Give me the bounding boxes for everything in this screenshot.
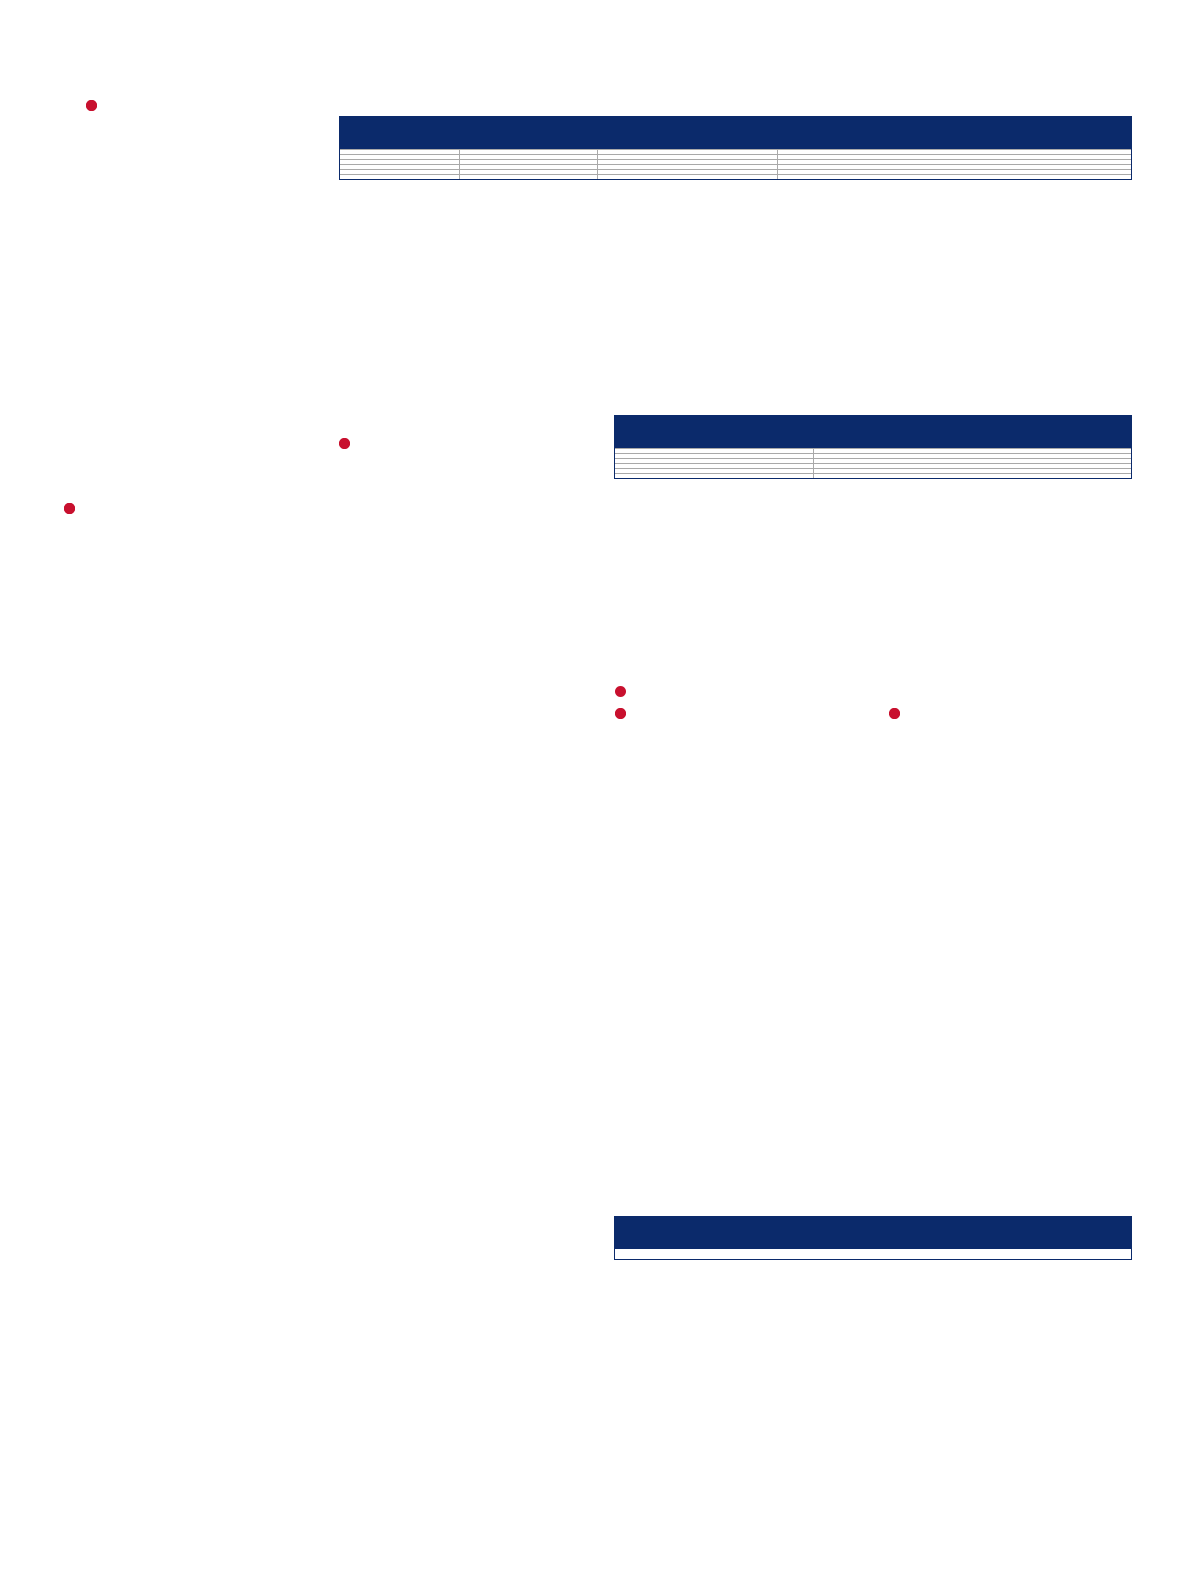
col2-text: [338, 410, 588, 432]
table-cell: [615, 474, 813, 479]
table-cell: [340, 175, 459, 180]
table-row: [340, 175, 1131, 180]
box1-title: [615, 1217, 1131, 1249]
footer-left: [63, 1514, 79, 1531]
table-cell: [597, 175, 777, 180]
table2-title: [340, 117, 1131, 149]
table-cell: [459, 175, 597, 180]
col4-text: [888, 680, 1133, 702]
box-case-study: [614, 1216, 1132, 1260]
table-row: [615, 474, 1131, 479]
table3-title: [615, 416, 1131, 448]
col1-management: [63, 494, 313, 516]
table-cell: [777, 175, 1131, 180]
table-cell: [813, 474, 1131, 479]
table-oestrogen-therapy: [339, 116, 1132, 180]
col3-text: [614, 680, 864, 702]
table-safety-evidence: [614, 415, 1132, 479]
